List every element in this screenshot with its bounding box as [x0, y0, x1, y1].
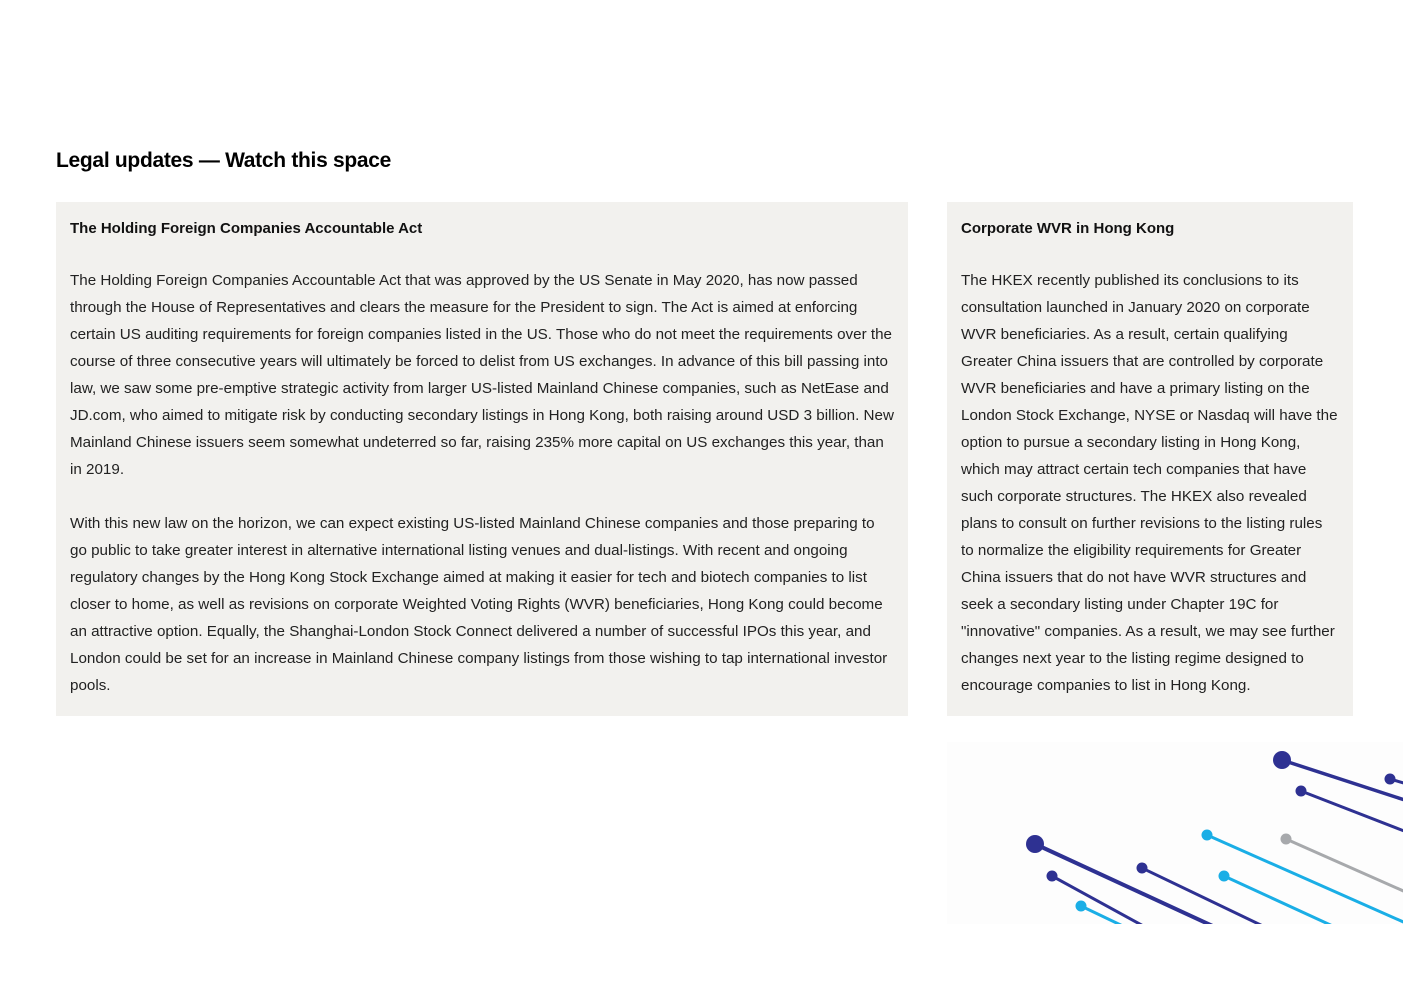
- deco-line-3: [1301, 791, 1403, 836]
- hfcaa-title: The Holding Foreign Companies Accountable Act: [70, 220, 423, 237]
- deco-dot-5: [1047, 871, 1058, 882]
- hfcaa-paragraph-1: The Holding Foreign Companies Accountable Act that was approved by the US Senate in May 2020, has now passed through the House of Representatives and clears the measure for the President to sign. The Act is aimed at enforcing certain US auditing requirements for foreign companies listed in the US. Those who do not meet the requirements over the course of three consecutive years will ultimately be forced to delist from US exchanges. In advance of this bill passing into law, we saw some pre-emptive strategic activity from larger US-listed Mainland Chinese companies, such as NetEase and JD.com, who aimed to mitigate risk by conducting secondary listings in Hong Kong, both raising around USD 3 billion. New Mainland Chinese issuers seem somewhat undeterred so far, raising 235% more capital on US exchanges this year, than in 2019.: [70, 272, 894, 478]
- deco-dot-2: [1385, 774, 1396, 785]
- corporate-wvr-panel: [947, 202, 1353, 716]
- deco-line-10: [1286, 839, 1403, 897]
- hfcaa-paragraph-2: With this new law on the horizon, we can expect existing US-listed Mainland Chinese companies and those preparing to go public to take greater interest in alternative international listing venues and dual-listings. With recent and ongoing regulatory changes by the Hong Kong Stock Exchange aimed at making it easier for tech and biotech companies to list closer to home, as well as revisions on corporate Weighted Voting Rights (WVR) beneficiaries, Hong Kong could become an attractive option. Equally, the Shanghai-London Stock Connect delivered a number of successful IPOs this year, and London could be set for an increase in Mainland Chinese company listings from those wishing to tap international investor pools.: [70, 515, 888, 694]
- decorative-lines-graphic: [947, 742, 1403, 924]
- deco-line-5: [1052, 876, 1147, 924]
- deco-line-1: [1282, 760, 1403, 804]
- page-title: Legal updates — Watch this space: [56, 149, 392, 172]
- deco-line-9: [1081, 906, 1127, 924]
- deco-dot-10: [1281, 834, 1292, 845]
- deco-dot-7: [1202, 830, 1213, 841]
- decorative-lines-svg: [947, 742, 1403, 924]
- hfcaa-panel: [56, 202, 908, 716]
- deco-dot-8: [1219, 871, 1230, 882]
- deco-dot-6: [1137, 863, 1148, 874]
- deco-dot-9: [1076, 901, 1087, 912]
- deco-dot-4: [1026, 835, 1044, 853]
- deco-line-4: [1035, 844, 1217, 924]
- deco-dot-3: [1296, 786, 1307, 797]
- deco-line-6: [1142, 868, 1267, 924]
- corporate-wvr-title: Corporate WVR in Hong Kong: [961, 220, 1175, 237]
- deco-dot-1: [1273, 751, 1291, 769]
- corporate-wvr-paragraph: The HKEX recently published its conclusions to its consultation launched in January 2020 on corporate WVR beneficiaries. As a result, certain qualifying Greater China issuers that are controlled by corporate WVR beneficiaries and have a primary listing on the London Stock Exchange, NYSE or Nasdaq will have the option to pursue a secondary listing in Hong Kong, which may attract certain tech companies that have such corporate structures. The HKEX also revealed plans to consult on further revisions to the listing rules to normalize the eligibility requirements for Greater China issuers that do not have WVR structures and seek a secondary listing under Chapter 19C for "innovative" companies. As a result, we may see further changes next year to the listing regime designed to encourage companies to list in Hong Kong.: [961, 272, 1338, 694]
